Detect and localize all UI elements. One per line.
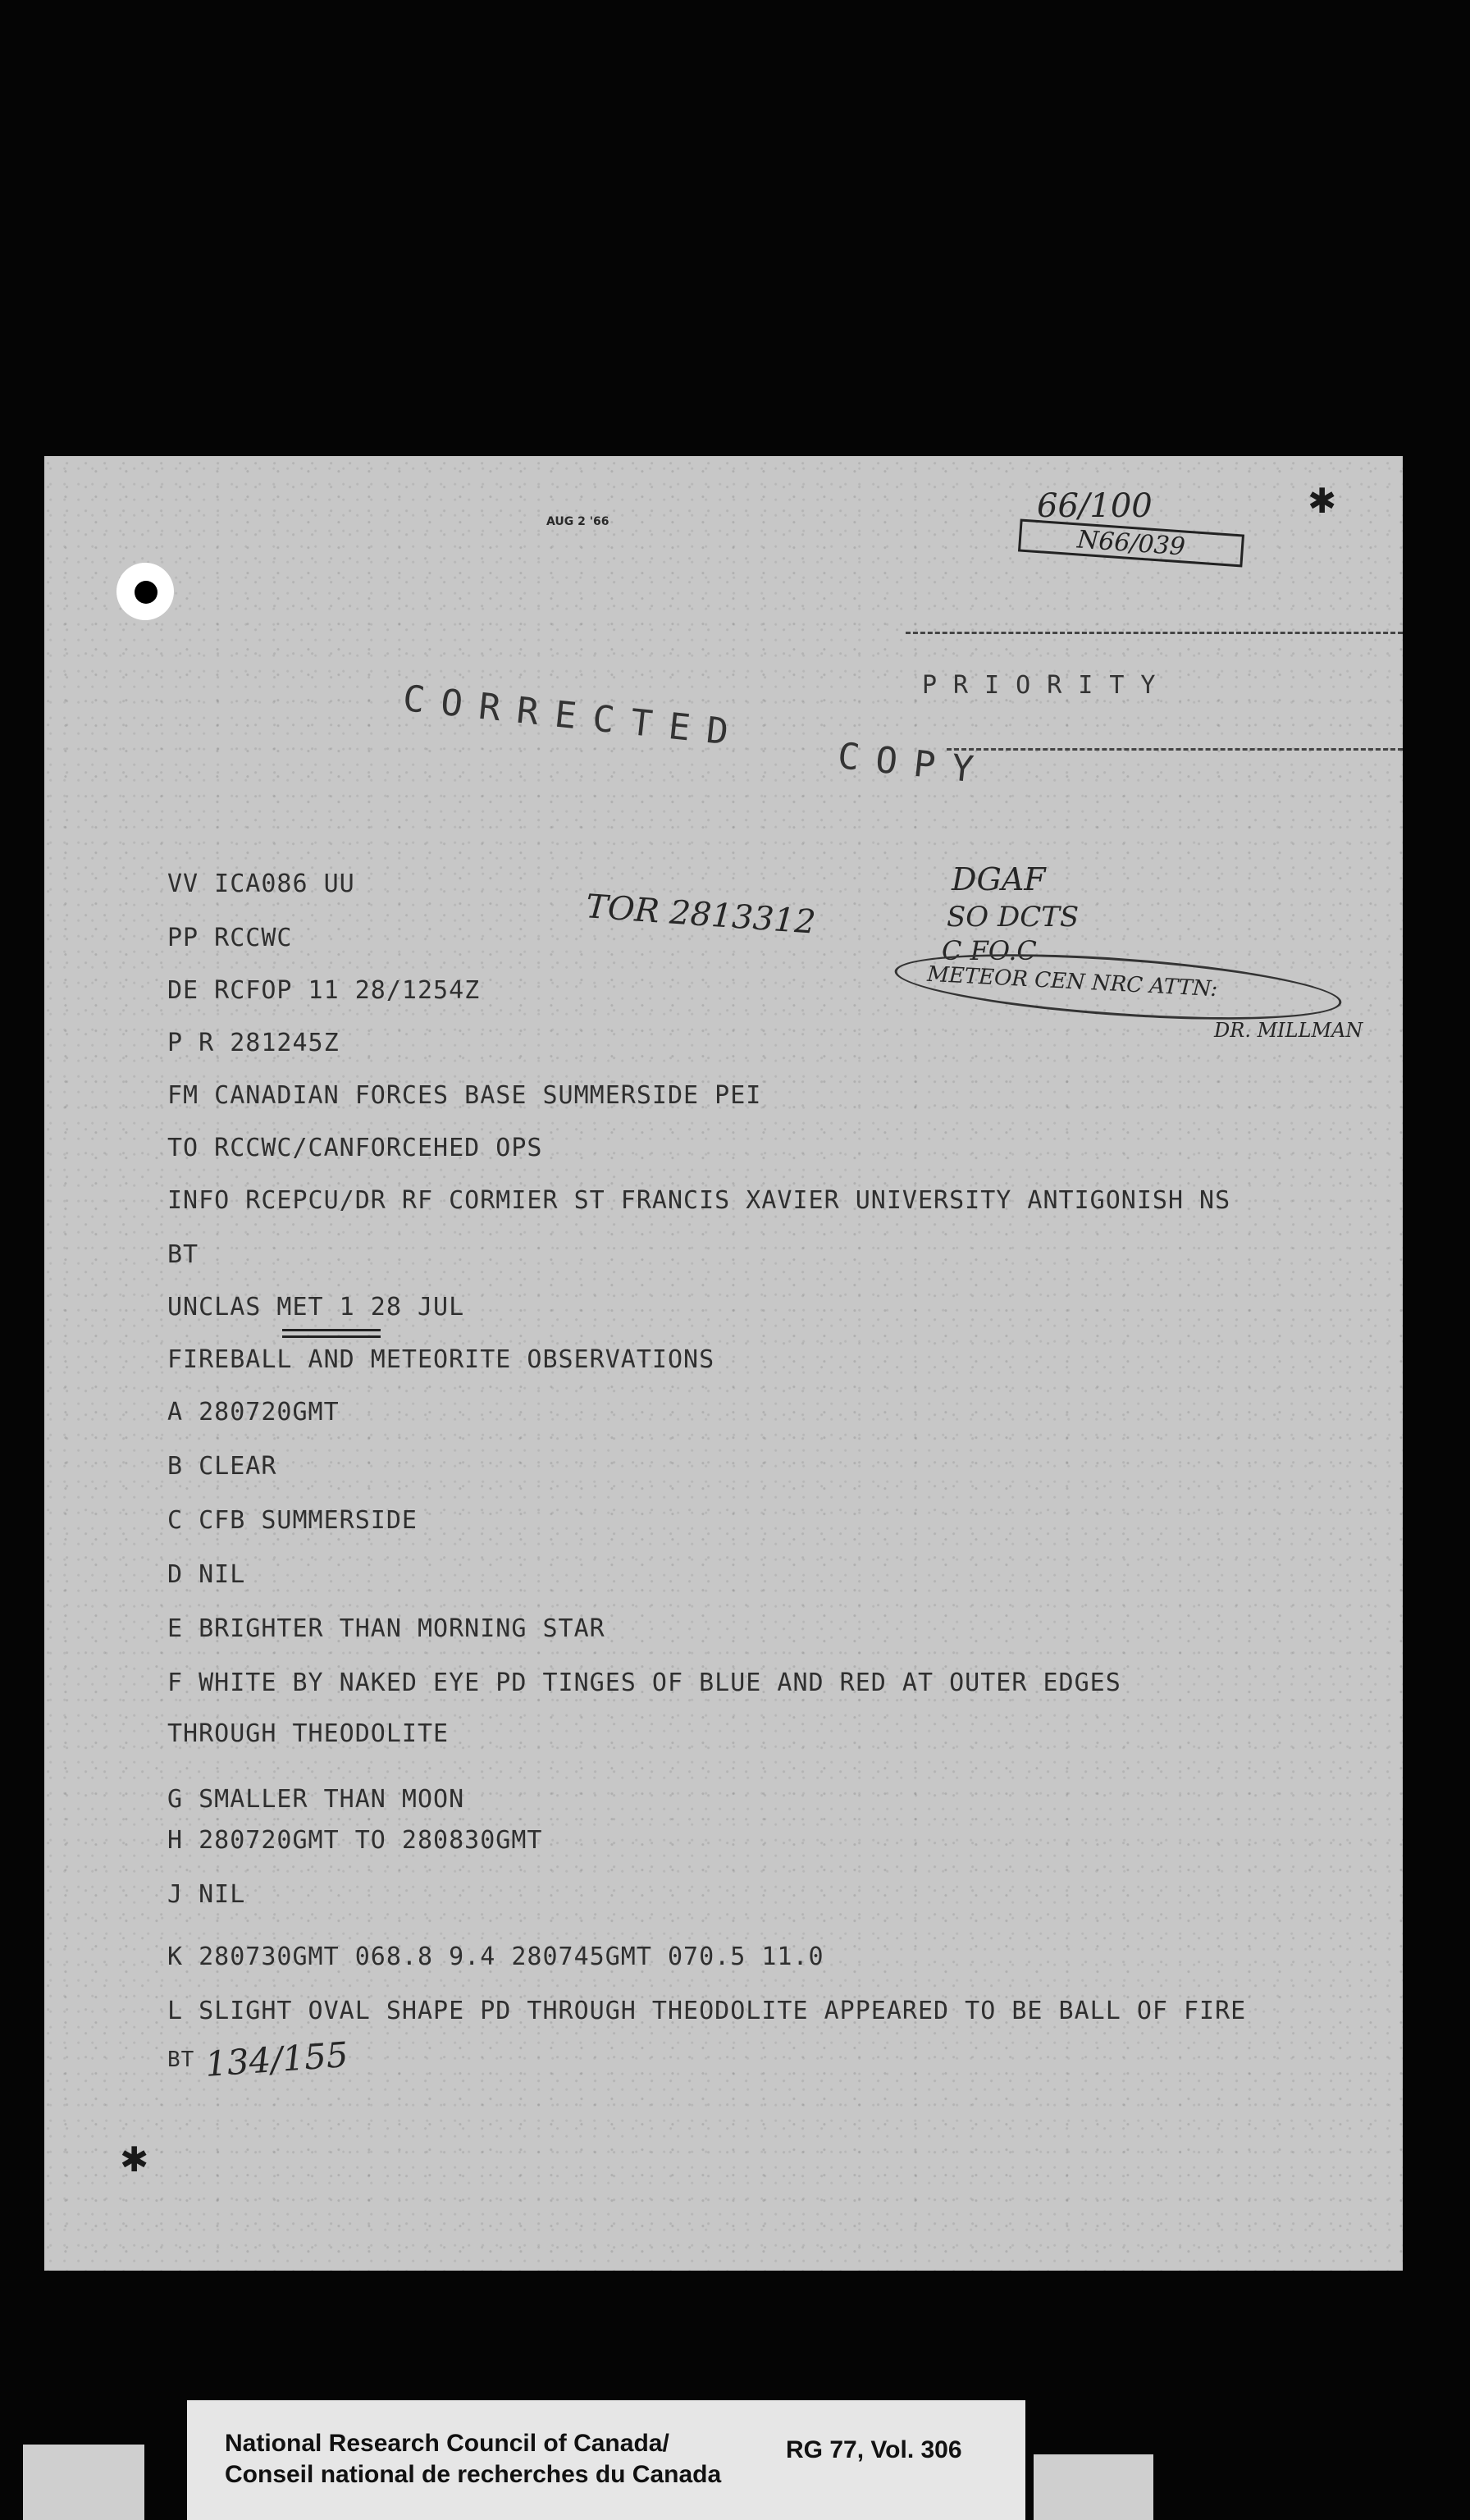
telegram-line: FM CANADIAN FORCES BASE SUMMERSIDE PEI: [167, 1081, 762, 1110]
archive-reference: RG 77, Vol. 306: [786, 2436, 962, 2463]
archive-institution-fr: Conseil national de recherches du Canada: [225, 2461, 722, 2488]
telegram-line: A 280720GMT: [167, 1398, 340, 1427]
boxed-reference-number: N66/039: [1018, 518, 1244, 567]
copy-stamp: COPY: [835, 735, 992, 793]
telegram-line: FIREBALL AND METEORITE OBSERVATIONS: [167, 1345, 715, 1374]
telegram-line: UNCLAS MET 1 28 JUL: [167, 1293, 465, 1322]
punch-hole: [116, 563, 174, 620]
received-date-stamp: AUG 2 '66: [546, 515, 609, 528]
archive-tab-right: [1034, 2454, 1153, 2520]
dashed-rule-bottom: [947, 748, 1403, 751]
archive-institution-en: National Research Council of Canada/: [225, 2430, 669, 2457]
telegram-line: INFO RCEPCU/DR RF CORMIER ST FRANCIS XAVIER UNIVERSITY ANTIGONISH NS: [167, 1186, 1231, 1215]
telegram-line: D NIL: [167, 1560, 246, 1589]
telegram-line: DE RCFOP 11 28/1254Z: [167, 976, 481, 1005]
asterisk-mark-top: ✱: [1308, 481, 1337, 521]
telegram-line: L SLIGHT OVAL SHAPE PD THROUGH THEODOLITE APPEARED TO BE BALL OF FIRE: [167, 1997, 1247, 2025]
telegram-line: G SMALLER THAN MOON: [167, 1785, 465, 1814]
telegram-line: BT: [167, 2048, 195, 2072]
tor-handwritten: TOR 2813312: [584, 888, 817, 942]
underline-mark: [282, 1329, 381, 1331]
bt-handwritten-number: 134/155: [203, 2034, 349, 2085]
asterisk-mark-bottom: ✱: [120, 2139, 149, 2180]
telegram-line: J NIL: [167, 1880, 246, 1909]
routing-line-1: DGAF: [952, 861, 1046, 897]
archive-tab-left: [23, 2445, 144, 2520]
dashed-rule-top: [906, 632, 1403, 634]
telegram-line: E BRIGHTER THAN MORNING STAR: [167, 1614, 605, 1643]
telegram-line: K 280730GMT 068.8 9.4 280745GMT 070.5 11.0: [167, 1942, 824, 1971]
routing-line-4: METEOR CEN NRC ATTN:: [926, 961, 1219, 1002]
telegram-line: TO RCCWC/CANFORCEHED OPS: [167, 1134, 543, 1162]
routing-line-5: DR. MILLMAN: [1214, 1019, 1363, 1042]
corrected-stamp: CORRECTED: [400, 678, 747, 756]
telegram-line: PP RCCWC: [167, 924, 293, 952]
telegram-line: P R 281245Z: [167, 1029, 340, 1057]
routing-line-3: C FO.C: [942, 935, 1037, 966]
telegram-line: BT: [167, 1240, 199, 1269]
telegram-line: VV ICA086 UU: [167, 870, 355, 898]
telegram-line: B CLEAR: [167, 1452, 277, 1481]
routing-line-2: SO DCTS: [947, 901, 1080, 934]
telegram-line: H 280720GMT TO 280830GMT: [167, 1826, 543, 1855]
priority-label: PRIORITY: [922, 671, 1172, 700]
telegram-page: [44, 456, 1403, 2271]
file-number: 66/100: [1037, 487, 1153, 525]
telegram-line: F WHITE BY NAKED EYE PD TINGES OF BLUE AND RED AT OUTER EDGES: [167, 1669, 1121, 1697]
underline-mark: [282, 1335, 381, 1338]
telegram-line: C CFB SUMMERSIDE: [167, 1506, 418, 1535]
telegram-line: THROUGH THEODOLITE: [167, 1719, 450, 1748]
archive-label: [187, 2400, 1025, 2520]
